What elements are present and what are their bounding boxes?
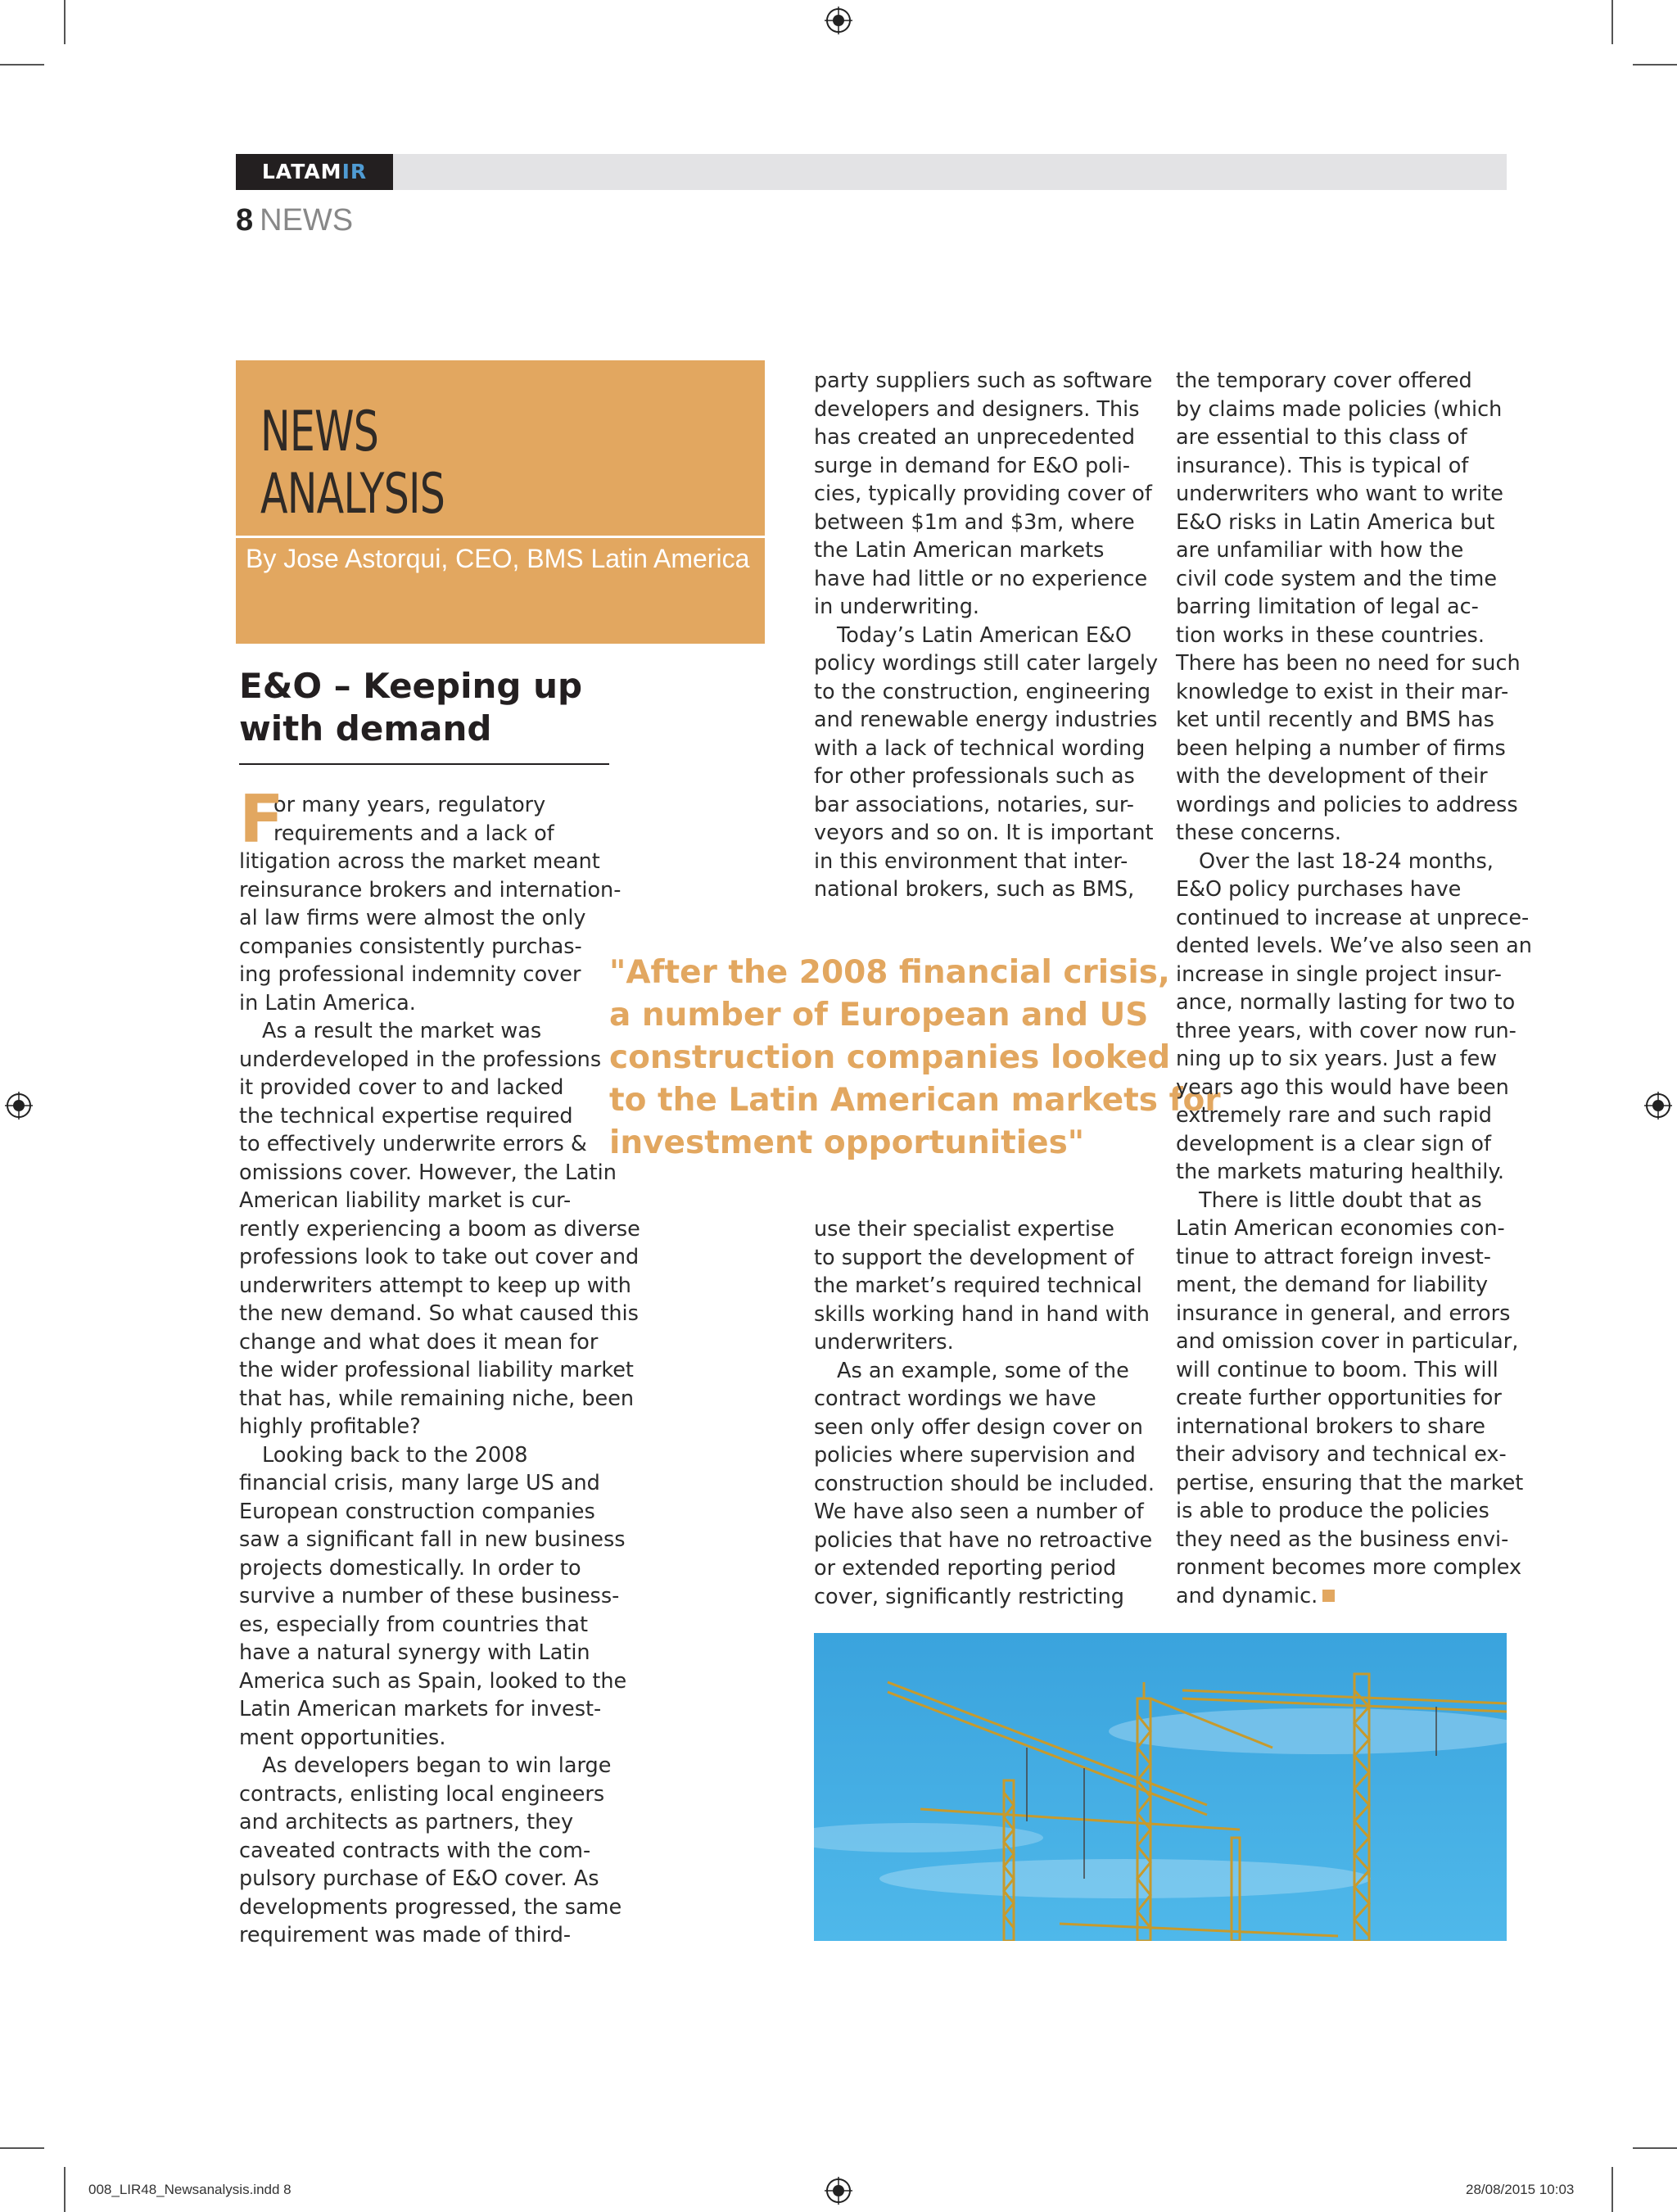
pull-quote: "After the 2008 financial crisis, a number of European and US construction companies looked to the Latin American markets for investment opportunities" bbox=[609, 954, 1221, 1161]
news-analysis-title: NEWS ANALYSIS bbox=[260, 400, 445, 527]
drop-cap: F bbox=[239, 781, 284, 857]
divider bbox=[236, 536, 765, 538]
crop-mark bbox=[64, 2167, 66, 2212]
brand-logo: LATAMIR bbox=[236, 154, 393, 190]
crop-mark bbox=[0, 2147, 44, 2149]
registration-mark-icon bbox=[1644, 1092, 1672, 1120]
crop-mark bbox=[1633, 64, 1677, 66]
crop-mark bbox=[1611, 0, 1613, 44]
slug-datetime: 28/08/2015 10:03 bbox=[1466, 2182, 1575, 2197]
byline: By Jose Astorqui, CEO, BMS Latin America bbox=[246, 544, 750, 573]
crop-mark bbox=[1611, 2167, 1613, 2212]
registration-mark-icon bbox=[825, 7, 852, 34]
header-bar bbox=[236, 154, 1507, 190]
crop-mark bbox=[0, 64, 44, 66]
slug-filename: 008_LIR48_Newsanalysis.indd 8 bbox=[88, 2182, 292, 2197]
registration-mark-icon bbox=[5, 1092, 33, 1120]
column-1: F or many years, regulatory requirements and a lack of litigation across the market meant reinsurance brokers and internation- al law firms were almost the only companies consistently purchas- ing professional indemnity cover in Latin America. As a result the market was underdeveloped in the professions it provided cover to and lacked the technical expertise required to effectively underwrite errors & omissions cover. However, the Latin American liability market is cur- rently experiencing a boom as diverse professions look to take out cover and underwriters attempt to keep up with the new demand. So what caused this change and what does it mean for the wider professional liability market that has, while remaining niche, been highly profitable? Looking back to the 2008 financial crisis, many large US and European construction companies saw a significant fall in new business projects domestically. In order to survive a number of these business- es, especially from countries that have a natural synergy with Latin America such as Spain, looked to the Latin American markets for invest- ment opportunities. As developers began to win large contracts, enlisting local engineers and architects as partners, they caveated contracts with the com- pulsory purchase of E&O cover. As developments progressed, the same requirement was made of third- bbox=[239, 781, 640, 1947]
end-mark-icon bbox=[1322, 1590, 1335, 1602]
registration-mark-icon bbox=[825, 2177, 852, 2205]
column-2-bottom: use their specialist expertise to support the development of the market’s required technical skills working hand in hand with underwriters. As an example, some of the contract wordings we have seen only offer design cover on policies where supervision and construction should be included. We have also seen a number of policies that have no retroactive or extended reporting period cover, significantly restricting bbox=[814, 1217, 1155, 1609]
article-headline: E&O – Keeping up with demand bbox=[239, 666, 583, 749]
construction-cranes-photo bbox=[814, 1633, 1507, 1941]
section-label: NEWS bbox=[260, 203, 354, 237]
crop-mark bbox=[64, 0, 66, 44]
page-number: 8 NEWS bbox=[236, 203, 354, 237]
column-3: the temporary cover offered by claims made policies (which are essential to this class of insurance). This is typical of underwriters who want to write E&O risks in Latin America but are unfamiliar with how the civil code system and the time barring limitation of legal ac- tion works in these countries. There has been no need for such knowledge to exist in their mar- ket until recently and BMS has been helping a number of firms with the development of their wordings and policies to address these concerns. Over the last 18-24 months, E&O policy purchases have continued to increase at unprece- dented levels. We’ve also seen an increase in single project insur- ance, normally lasting for two to three years, with cover now run- ning up to six years. Just a few years ago this would have been extremely rare and such rapid development is a clear sign of the markets maturing healthily. There is little doubt that as Latin American economies con- tinue to attract foreign invest- ment, the demand for liability insurance in general, and errors and omission cover in particular, will continue to boom. This will create further opportunities for international brokers to share their advisory and technical ex- pertise, ensuring that the market is able to produce the policies they need as the business envi- ronment becomes more complex and dynamic. bbox=[1176, 369, 1532, 1608]
divider bbox=[239, 763, 609, 765]
column-2-top: party suppliers such as software developers and designers. This has created an unprecedented surge in demand for E&O poli- cies, typically providing cover of between $1m and $3m, where the Latin American markets have had little or no experience in underwriting. Today’s Latin American E&O policy wordings still cater largely to the construction, engineering and renewable energy industries with a lack of technical wording for other professionals such as bar associations, notaries, sur- veyors and so on. It is important in this environment that inter- national brokers, such as BMS, bbox=[814, 369, 1159, 902]
crop-mark bbox=[1633, 2147, 1677, 2149]
